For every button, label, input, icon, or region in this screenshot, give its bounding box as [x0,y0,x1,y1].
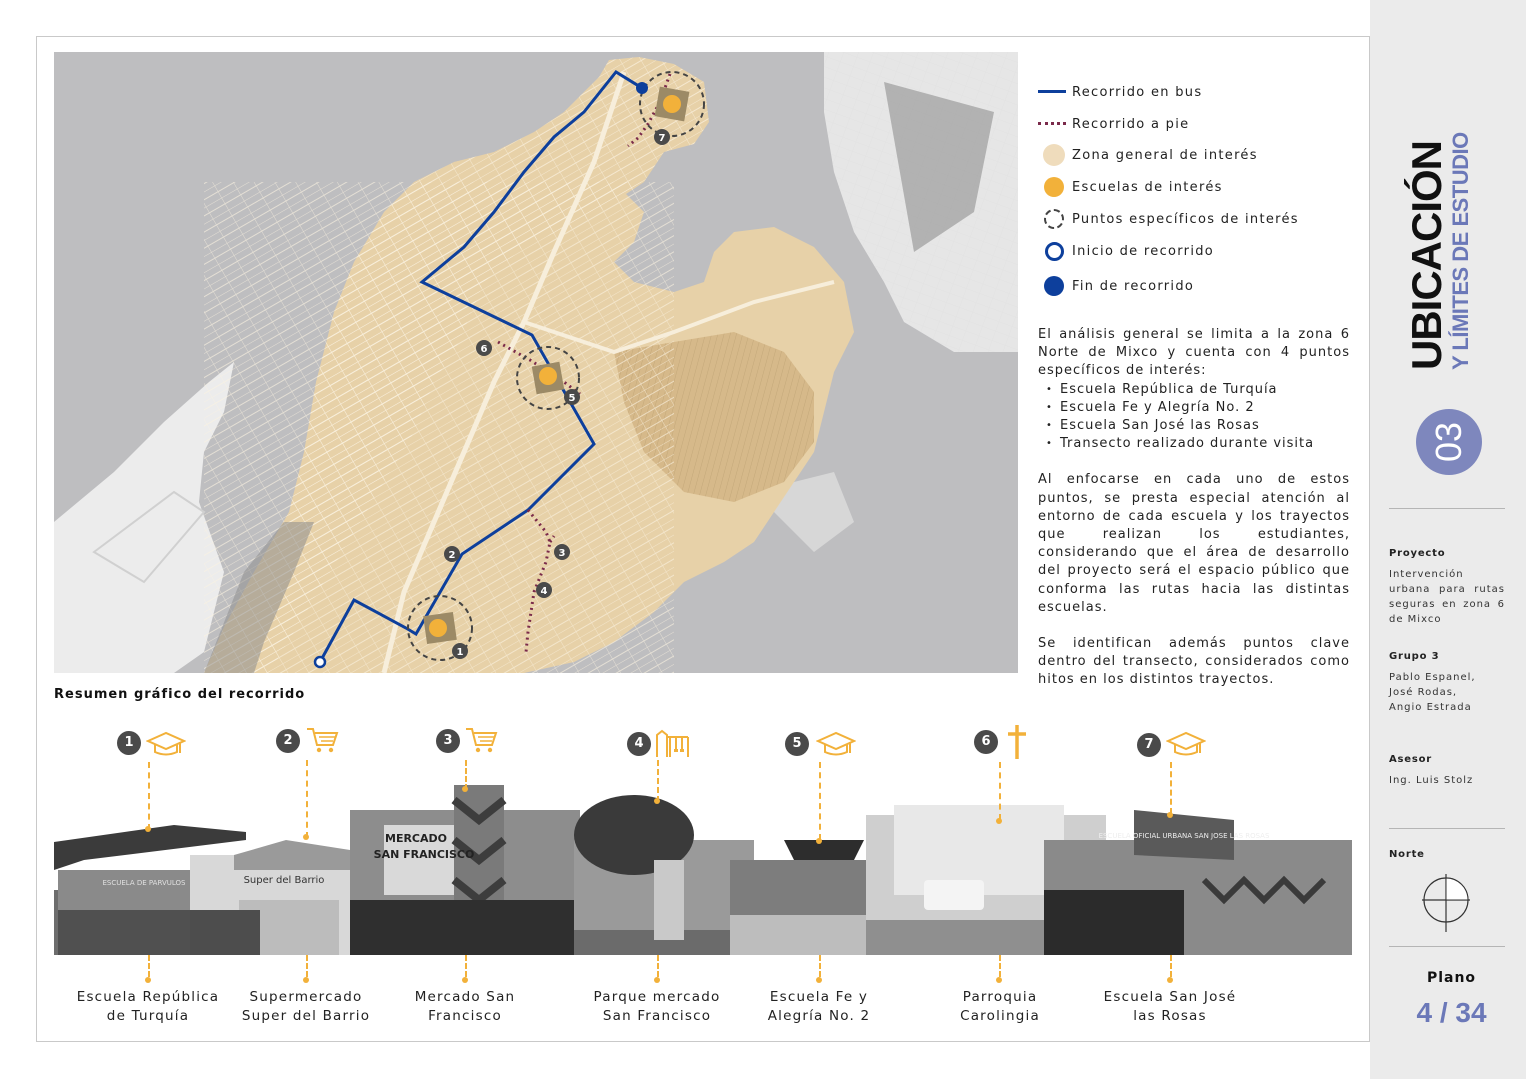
list-item: • Escuela República de Turquía [1060,381,1350,399]
stop-number-1: 1 [117,731,141,755]
legend-label: Fin de recorrido [1072,278,1195,294]
graduation-cap-icon [816,729,856,759]
photo-sign: ESCUELA OFICIAL URBANA SAN JOSE LAS ROSAS [1098,832,1270,840]
study-area-map [54,52,1018,673]
stop-connector [1170,762,1172,814]
stop-dot [816,838,822,844]
stop-dot [303,977,309,983]
analysis-description [1038,326,1350,708]
sheet-title [1403,132,1474,370]
stop-caption-3: Mercado San Francisco [414,989,516,1024]
map-marker-5 [564,389,580,405]
stop-number-6: 6 [974,730,998,754]
stop-dot [996,977,1002,983]
solid-blue-circle-icon [1038,274,1072,298]
stop-dot [462,977,468,983]
stop-dot [654,977,660,983]
project-label: Proyecto [1389,548,1446,559]
legend-label: Puntos específicos de interés [1072,211,1299,227]
advisor-name: Ing. Luis Stolz [1389,775,1474,786]
stop-connector [306,955,308,977]
stop-dot [1167,812,1173,818]
stop-connector [465,955,467,977]
stop-connector [306,760,308,838]
stop-number-2: 2 [276,729,300,753]
svg-text:1: 1 [456,647,464,658]
map-marker-7 [654,129,670,145]
stop-connector [148,762,150,830]
map-marker-2 [444,546,460,562]
hollow-blue-circle-icon [1038,239,1072,263]
stop-caption-7: Escuela San José las Rosas [1103,989,1237,1024]
stop-dot [816,977,822,983]
beige-circle-icon [1038,143,1072,167]
section-number-badge: 03 [1416,409,1482,475]
divider [1389,828,1505,829]
stop-connector [999,762,1001,820]
svg-text:4: 4 [540,586,548,597]
stop-caption-1: Escuela República de Turquía [76,989,220,1024]
graduation-cap-icon [146,729,186,759]
plano-label: Plano [1426,970,1477,986]
legend-item-schools [1038,175,1223,199]
divider [1389,508,1505,509]
svg-text:7: 7 [658,133,666,144]
stop-dot [654,798,660,804]
group-members: Pablo Espanel, José Rodas, Angio Estrada [1389,672,1476,713]
stop-number-3: 3 [436,729,460,753]
advisor-label: Asesor [1389,754,1433,765]
north-arrow-icon [1420,872,1472,934]
stop-caption-6: Parroquia Carolingia [960,989,1040,1024]
map-marker-1 [452,643,468,659]
stop-connector [148,955,150,977]
dotted-maroon-line-icon [1038,112,1072,136]
photo-sign: Super del Barrio [243,875,325,886]
cross-icon [1003,724,1031,760]
stop-number-5: 5 [785,732,809,756]
list-item: • Transecto realizado durante visita [1060,435,1350,453]
legend-label: Recorrido en bus [1072,84,1203,100]
svg-text:2: 2 [448,550,456,561]
north-label: Norte [1389,849,1425,860]
description-paragraph: Al enfocarse en cada uno de estos puntos, se presta especial atención al entorno de cada escuela y los trayectos que realizan los estudiantes, considerando que el área de desarrollo del proyecto será el espacio público que conforma las rutas hacia las distintas escuelas. [1038,472,1350,615]
sheet-title-main: UBICACIÓN [1403,141,1450,370]
stop-dot [145,826,151,832]
photo-sign: MERCADO [385,832,447,845]
map-marker-4 [536,582,552,598]
stop-dot [303,834,309,840]
stop-connector [1170,955,1172,977]
stop-dot [145,977,151,983]
map-marker-6 [476,340,492,356]
legend-label: Recorrido a pie [1072,116,1190,132]
route-photo-panorama [54,780,1352,955]
school-marker [663,95,681,113]
school-marker [539,367,557,385]
plano-number: 4 / 34 [1416,997,1487,1028]
playground-icon [654,729,694,759]
stop-connector [657,760,659,802]
group-label: Grupo 3 [1389,651,1440,662]
solid-blue-line-icon [1038,80,1072,104]
shopping-cart-icon [305,725,345,755]
points-of-interest-list [1038,381,1350,454]
stop-caption-2: Supermercado Super del Barrio [241,989,371,1024]
photo-sign: SAN FRANCISCO [373,848,475,861]
stop-connector [819,762,821,840]
legend-item-points [1038,207,1299,231]
legend-label: Escuelas de interés [1072,179,1223,195]
photo-sign: ESCUELA DE PARVULOS [102,879,186,887]
shopping-cart-icon [464,725,504,755]
graduation-cap-icon [1166,729,1206,759]
stop-caption-4: Parque mercado San Francisco [593,989,721,1024]
stop-dot [996,818,1002,824]
project-text: Intervención urbana para rutas seguras en zona 6 de Mixco [1389,569,1505,625]
stop-number-7: 7 [1137,733,1161,757]
description-paragraph: Se identifican además puntos clave dentro del transecto, considerados como hitos en los distintos trayectos. [1038,636,1350,688]
description-intro: El análisis general se limita a la zona 6 Norte de Mixco y cuenta con 4 puntos específicos de interés: [1038,327,1350,379]
svg-text:5: 5 [568,393,576,404]
school-marker [429,619,447,637]
stop-connector [999,955,1001,977]
route-start-marker [315,657,325,667]
legend-label: Inicio de recorrido [1072,243,1215,259]
stop-caption-5: Escuela Fe y Alegría No. 2 [767,989,871,1024]
legend-item-bus [1038,80,1202,104]
list-item: • Escuela San José las Rosas [1060,417,1350,435]
legend-item-walk [1038,112,1189,136]
legend-item-end [1038,274,1194,298]
map-marker-3 [554,544,570,560]
stop-connector [819,955,821,977]
stop-connector [657,955,659,977]
svg-text:6: 6 [480,344,488,355]
legend-item-start [1038,239,1214,263]
stop-dot [1167,977,1173,983]
legend-item-zone [1038,143,1258,167]
orange-dot-icon [1038,175,1072,199]
dashed-circle-icon [1038,207,1072,231]
route-end-marker [636,82,648,94]
legend-label: Zona general de interés [1072,147,1258,163]
stop-number-4: 4 [627,732,651,756]
list-item: • Escuela Fe y Alegría No. 2 [1060,399,1350,417]
summary-title: Resumen gráfico del recorrido [54,687,306,702]
svg-text:3: 3 [558,548,566,559]
divider [1389,946,1505,947]
stop-dot [462,786,468,792]
sheet-title-sub: Y LÍMITES DE ESTUDIO [1448,132,1473,370]
